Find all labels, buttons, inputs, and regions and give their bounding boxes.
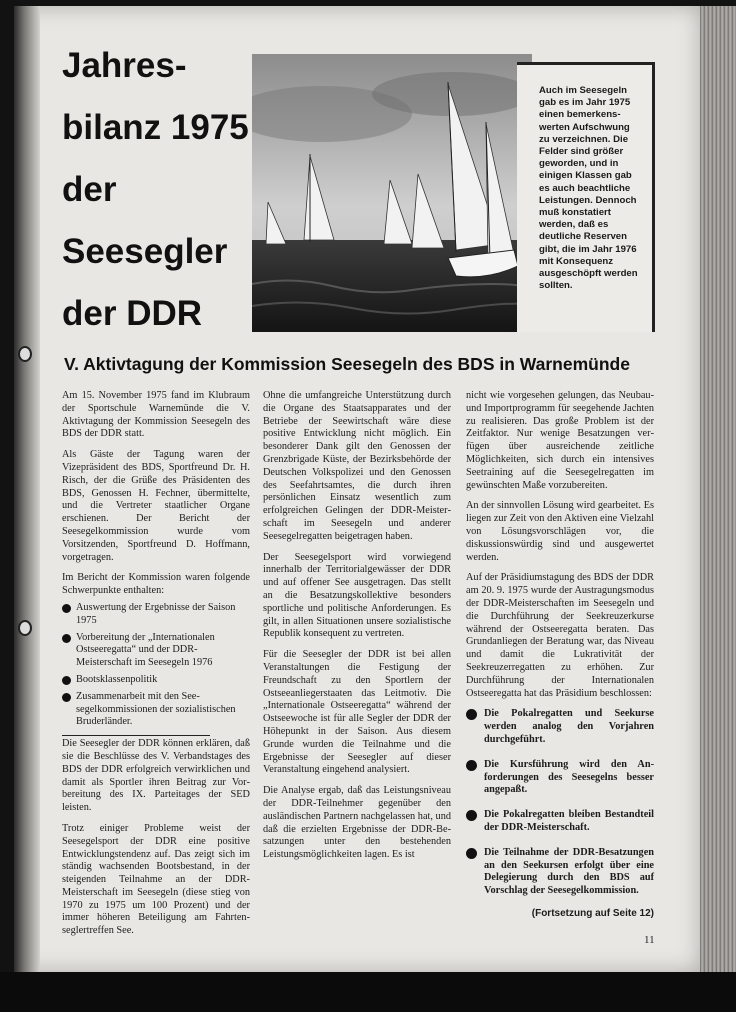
text-column-2: [263, 390, 451, 870]
text-column-3: [466, 390, 654, 921]
paragraph: nicht wie vorgesehen gelungen, das Neubau- und Importprogramm für seegehende Jachten zu realisieren. Das große Problem ist der Zeitfaktor. Nur wenige Besatzungen verfügen über ausreichende zeitliche Möglichkeiten, sich durch ein intensives Seetraining auf die Seesegelregatten im gewünschten Maße vorzubereiten.: [466, 390, 654, 491]
paragraph: Als Gäste der Tagung waren der Vizepräsident des BDS, Sportfreund Dr. H. Risch, der die Grüße des Präsidenten des BDS, Genossen H. Fechner, übermittelte, und die Vertreter staatlicher Organe erschienen. Der Bericht der Seesegelkommission wurde vom Vorsitzenden, Sportfreund D. Hoffmann, vorgetragen.: [62, 449, 250, 563]
paragraph: Die Seesegler der DDR können erklären, daß sie die Beschlüsse des V. Verbandstages des BDS der DDR erfolgreich verwirklichen und damit als Sportler ihren Beitrag zur Vorbereitung des IX. Parteitages der SED leisten.: [62, 738, 250, 814]
focus-list: [62, 602, 250, 729]
page-number: 11: [644, 934, 655, 946]
list-item: Die Pokalregatten bleiben Bestandteil der DDR-Meisterschaft.: [466, 809, 654, 835]
paragraph: Ohne die umfangreiche Unterstützung durch die Organe des Staatsapparates und der Betriebe der Seewirtschaft wäre diese positive Entwicklung nicht möglich. Ein besonderer Dank gilt den Genossen der Grenzbrigade Küste, der Bezirksbehörde der Deutschen Volkspolizei und den Genossen des Seefahrtsamtes, die durch ihren persönlichen Einsatz wesentlich zum erfolgreichen Gelingen der DDR-Meisterschaft im Seesegeln und anderer Seesegelregatten beigetragen haben.: [263, 390, 451, 542]
list-item: Vorbereitung der „Internationalen Ostseeregatta“ und der DDR-Meisterschaft im Seesegeln 1976: [62, 632, 250, 670]
headline-line: der DDR: [62, 294, 203, 333]
stacked-page-edges: [700, 6, 736, 972]
list-item: Bootsklassenpolitik: [62, 674, 250, 687]
magazine-page: [14, 6, 700, 972]
list-item: Zusammenarbeit mit den Seesegelkommissionen der sozialistischen Bruderländer.: [62, 691, 250, 729]
book-spine-shadow: [14, 6, 40, 972]
sailing-regatta-photo-icon: [252, 54, 532, 332]
headline-line: Jahres-: [62, 46, 187, 85]
headline-line: der: [62, 170, 117, 209]
paragraph: Im Bericht der Kommission waren folgende Schwerpunkte enthalten:: [62, 572, 250, 597]
regatta-photo: [252, 54, 532, 332]
paragraph: Die Analyse ergab, daß das Leistungsniveau der DDR-Teilnehmer gegenüber den ausländischen Partnern nachgelassen hat, und daß die erzielten Ergebnisse der DDR-Besatzungen unter den bestehenden Leistungsmöglichkeiten lagen. Es ist: [263, 785, 451, 861]
binding-hole-mark: [18, 346, 32, 362]
article-subtitle: V. Aktivtagung der Kommission Seesegeln des BDS in Warnemünde: [64, 354, 630, 374]
binding-hole-mark: [18, 620, 32, 636]
list-item: Die Kursführung wird den Anforderungen des Seesegelns besser angepaßt.: [466, 759, 654, 797]
list-item: Die Pokalregatten und Seekurse werden analog den Vorjahren durchgeführt.: [466, 708, 654, 746]
scan-background: [0, 972, 736, 1012]
decision-list: [466, 708, 654, 898]
article-headline: [62, 48, 262, 358]
list-item: Die Teilnahme der DDR-Besatzungen an den Seekursen erfolgt über eine Delegierung durch den BDS auf Vorschlag der Seesegelkommission.: [466, 847, 654, 898]
paragraph: Auf der Präsidiumstagung des BDS der DDR am 20. 9. 1975 wurde der Austragungsmodus der DDR-Meisterschaften im Seesegeln und die Durchführung der Seekreuzerkurse während der Ostseeregatta beraten. Das Grundanliegen der Beratung war, das Niveau und damit die Lukrativität der Seekreuzerregatten zu erhöhen. Zur Durchführung der Internationalen Ostseeregatta hat das Präsidium beschlossen:: [466, 572, 654, 699]
list-item: Auswertung der Ergebnisse der Saison 1975: [62, 602, 250, 628]
paragraph: Der Seesegelsport wird vorwiegend innerhalb der Territorialgewässer der DDR und auf offener See ausgetragen. Das stellt an die Besatzungskollektive besonders sportliche und politische Anforderungen. Es gilt, in allen Situationen unsere sozialistische Republik konsequent zu vertreten.: [263, 551, 451, 640]
divider: [62, 735, 210, 736]
paragraph: Für die Seesegler der DDR ist bei allen Veranstaltungen die Festigung der Freundschaft zu den Sportlern der Ostseeanliegerstaaten das Leitmotiv. Die „Internationale Ostseeregatta“ während der Ostseewoche ist für alle Segler der DDR der Höhepunkt in der Saison. Aus diesem Grunde wurden die Teilnahme und die Ergebnisse der Seesegler auf dieser Veranstaltung eingehend analysiert.: [263, 649, 451, 776]
paragraph: Trotz einiger Probleme weist der Seesegelsport der DDR eine positive Entwicklungstendenz auf. Das zeigt sich im ständig wachsenden Bootsbestand, in der steigenden Teilnahme an der DDR-Meisterschaft im Seesegeln (diese stieg von 1970 zu 1975 um 100 Prozent) und der immer höheren Beteiligung am Fahrtenseglertreffen See.: [62, 822, 250, 937]
text-column-1: [62, 390, 250, 946]
continuation-note: (Fortsetzung auf Seite 12): [531, 907, 654, 919]
photo-caption: Auch im Seesegeln gab es im Jahr 1975 einen bemerkenswerten Aufschwung zu verzeichnen. Die Felder sind größer geworden, und in einigen Klassen gab es auch beachtliche Leistungen. Dennoch muß konstatiert werden, daß es deutliche Reserven gibt, die im Jahr 1976 mit Konsequenz ausgeschöpft werden sollten.: [517, 62, 655, 332]
headline-line: Seesegler: [62, 232, 228, 271]
headline-line: bilanz 1975: [62, 108, 249, 147]
paragraph: An der sinnvollen Lösung wird gearbeitet. Es liegen zur Zeit von den Aktiven eine Vielzahl von Lösungsvorschlägen vor, die diskussionswürdig sind und ausgewertet werden.: [466, 500, 654, 563]
paragraph: Am 15. November 1975 fand im Klubraum der Sportschule Warnemünde die V. Aktivtagung der Kommission Seesegeln des BDS der DDR statt.: [62, 390, 250, 440]
